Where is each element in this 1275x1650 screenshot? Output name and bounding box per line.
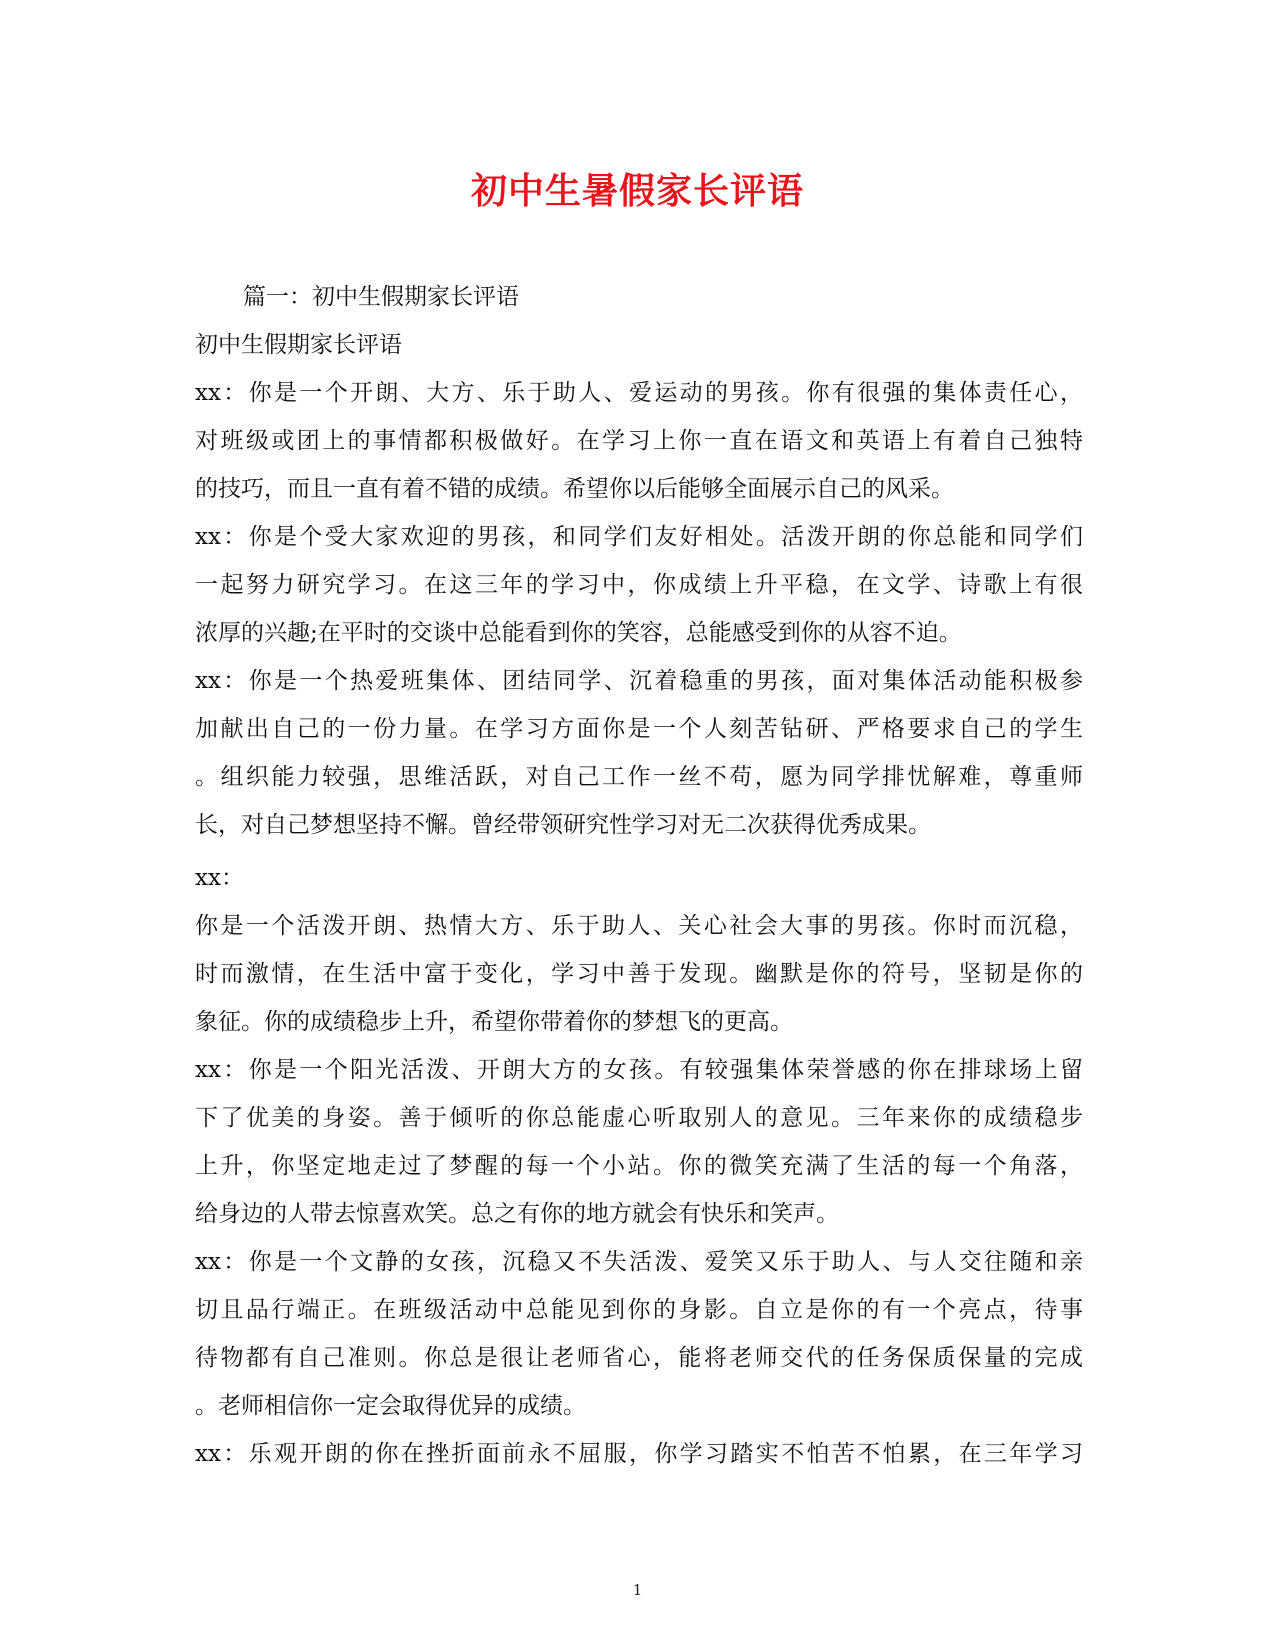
- comment-line: 上升，你坚定地走过了梦醒的每一个小站。你的微笑充满了生活的每一个角落，: [195, 1153, 1083, 1179]
- comment-line: 待物都有自己准则。你总是很让老师省心，能将老师交代的任务保质保量的完成: [195, 1345, 1083, 1371]
- comment-line: 。老师相信你一定会取得优异的成绩。: [195, 1393, 586, 1419]
- comment-line: 你是一个活泼开朗、热情大方、乐于助人、关心社会大事的男孩。你时而沉稳，: [195, 913, 1083, 939]
- comment-line: xx：你是一个热爱班集体、团结同学、沉着稳重的男孩，面对集体活动能积极参: [195, 668, 1083, 694]
- document-title: 初中生暑假家长评语: [470, 170, 804, 212]
- subsection-heading: 初中生假期家长评语: [195, 332, 402, 358]
- comment-line: 加献出自己的一份力量。在学习方面你是一个人刻苦钻研、严格要求自己的学生: [195, 716, 1083, 742]
- comment-line: xx：你是一个阳光活泼、开朗大方的女孩。有较强集体荣誉感的你在排球场上留: [195, 1057, 1083, 1083]
- comment-line: 一起努力研究学习。在这三年的学习中，你成绩上升平稳，在文学、诗歌上有很: [195, 572, 1083, 598]
- comment-line: 浓厚的兴趣;在平时的交谈中总能看到你的笑容，总能感受到你的从容不迫。: [195, 620, 962, 646]
- comment-line: 对班级或团上的事情都积极做好。在学习上你一直在语文和英语上有着自己独特: [195, 428, 1083, 454]
- comment-line: 下了优美的身姿。善于倾听的你总能虚心听取别人的意见。三年来你的成绩稳步: [195, 1105, 1083, 1131]
- comment-line: xx：乐观开朗的你在挫折面前永不屈服，你学习踏实不怕苦不怕累，在三年学习: [195, 1441, 1083, 1467]
- comment-line: xx：: [195, 865, 244, 891]
- comment-line: 的技巧，而且一直有着不错的成绩。希望你以后能够全面展示自己的风采。: [195, 476, 954, 502]
- page-number: 1: [632, 1581, 643, 1599]
- comment-line: xx：你是一个开朗、大方、乐于助人、爱运动的男孩。你有很强的集体责任心，: [195, 380, 1083, 406]
- comment-line: 切且品行端正。在班级活动中总能见到你的身影。自立是你的有一个亮点，待事: [195, 1297, 1083, 1323]
- comment-line: 象征。你的成绩稳步上升，希望你带着你的梦想飞的更高。: [195, 1009, 793, 1035]
- comment-line: 长，对自己梦想坚持不懈。曾经带领研究性学习对无二次获得优秀成果。: [195, 812, 931, 838]
- document-body: [195, 273, 1083, 1478]
- comment-line: xx：你是一个文静的女孩，沉稳又不失活泼、爱笑又乐于助人、与人交往随和亲: [195, 1249, 1083, 1275]
- comment-line: 。组织能力较强，思维活跃，对自己工作一丝不苟，愿为同学排忧解难，尊重师: [195, 764, 1083, 790]
- comment-line: 给身边的人带去惊喜欢笑。总之有你的地方就会有快乐和笑声。: [195, 1201, 839, 1227]
- section-heading: 篇一：初中生假期家长评语: [243, 284, 519, 310]
- comment-line: 时而激情，在生活中富于变化，学习中善于发现。幽默是你的符号，坚韧是你的: [195, 961, 1083, 987]
- comment-line: xx：你是个受大家欢迎的男孩，和同学们友好相处。活泼开朗的你总能和同学们: [195, 524, 1083, 550]
